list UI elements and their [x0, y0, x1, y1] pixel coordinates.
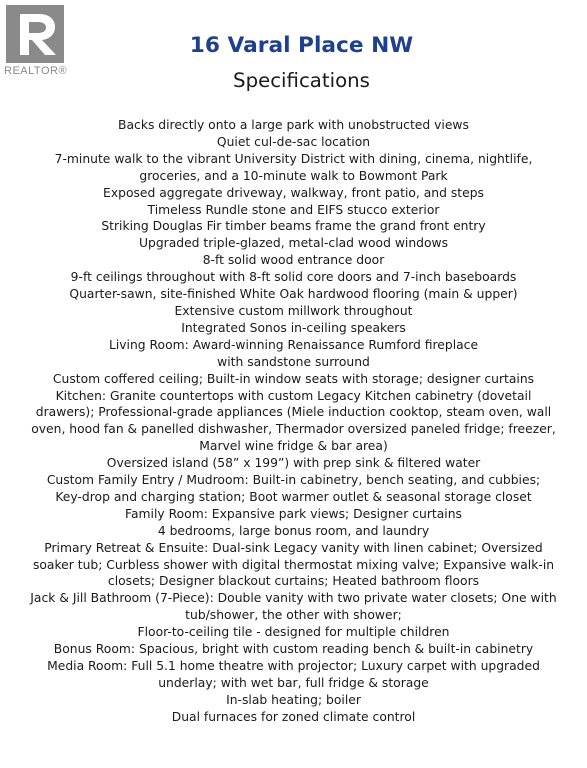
page-subtitle: Specifications — [233, 69, 370, 92]
spec-line: Extensive custom millwork throughout — [174, 303, 413, 318]
spec-line: groceries, and a 10-minute walk to Bowmont Park — [139, 168, 448, 183]
spec-line: oven, hood fan & panelled dishwasher, Thermador oversized paneled fridge; freezer, — [31, 422, 556, 437]
spec-line: Bonus Room: Spacious, bright with custom reading bench & built-in cabinetry — [53, 642, 534, 657]
specification-list — [0, 117, 587, 726]
spec-line: Integrated Sonos in-ceiling speakers — [181, 320, 406, 335]
spec-line: 9-ft ceilings throughout with 8-ft solid core doors and 7-inch baseboards — [70, 270, 517, 285]
spec-line: Custom coffered ceiling; Built-in window seats with storage; designer curtains — [52, 371, 535, 386]
spec-line: with sandstone surround — [217, 354, 370, 369]
spec-line: Oversized island (58” x 199”) with prep sink & filtered water — [106, 456, 481, 471]
spec-line: Striking Douglas Fir timber beams frame the grand front entry — [101, 219, 486, 234]
spec-line: Family Room: Expansive park views; Designer curtains — [125, 506, 462, 521]
spec-line: Dual furnaces for zoned climate control — [171, 709, 416, 724]
spec-line: drawers); Professional-grade appliances (Miele induction cooktop, steam oven, wall — [35, 405, 552, 420]
spec-line: 4 bedrooms, large bonus room, and laundry — [157, 523, 430, 538]
spec-line: 8-ft solid wood entrance door — [202, 253, 385, 268]
spec-line: Marvel wine fridge & bar area) — [199, 439, 388, 454]
spec-line: Media Room: Full 5.1 home theatre with projector; Luxury carpet with upgraded — [47, 659, 540, 673]
page-title: 16 Varal Place NW — [189, 33, 414, 58]
spec-line: Living Room: Award-winning Renaissance Rumford fireplace — [108, 337, 479, 352]
spec-line: Quiet cul-de-sac location — [216, 134, 371, 149]
spec-line: Kitchen: Granite countertops with custom Legacy Kitchen cabinetry (dovetail — [55, 388, 532, 403]
spec-line: tub/shower, the other with shower; — [185, 608, 402, 623]
spec-line: Quarter-sawn, site-finished White Oak hardwood flooring (main & upper) — [69, 287, 518, 302]
spec-line: Floor-to-ceiling tile - designed for multiple children — [137, 625, 450, 640]
spec-line: Exposed aggregate driveway, walkway, front patio, and steps — [103, 185, 484, 200]
realtor-wordmark: REALTOR® — [4, 65, 68, 77]
spec-line: soaker tub; Curbless shower with digital thermostat mixing valve; Expansive walk-in — [32, 557, 555, 572]
spec-line: underlay; with wet bar, full fridge & storage — [158, 675, 429, 690]
spec-line: Upgraded triple-glazed, metal-clad wood windows — [138, 236, 449, 251]
spec-line: In-slab heating; boiler — [226, 692, 361, 707]
spec-line: Jack & Jill Bathroom (7-Piece): Double vanity with two private water closets; One with — [30, 591, 557, 606]
spec-line: 7-minute walk to the vibrant University District with dining, cinema, nightlife, — [54, 151, 533, 166]
spec-line: closets; Designer blackout curtains; Heated bathroom floors — [107, 574, 480, 589]
spec-line: Backs directly onto a large park with unobstructed views — [118, 118, 469, 132]
spec-line: Timeless Rundle stone and EIFS stucco exterior — [147, 202, 440, 217]
spec-line: Custom Family Entry / Mudroom: Built-in cabinetry, bench seating, and cubbies; — [46, 473, 541, 488]
spec-line: Primary Retreat & Ensuite: Dual-sink Legacy vanity with linen cabinet; Oversized — [44, 540, 543, 555]
spec-line: Key-drop and charging station; Boot warmer outlet & seasonal storage closet — [55, 489, 532, 504]
